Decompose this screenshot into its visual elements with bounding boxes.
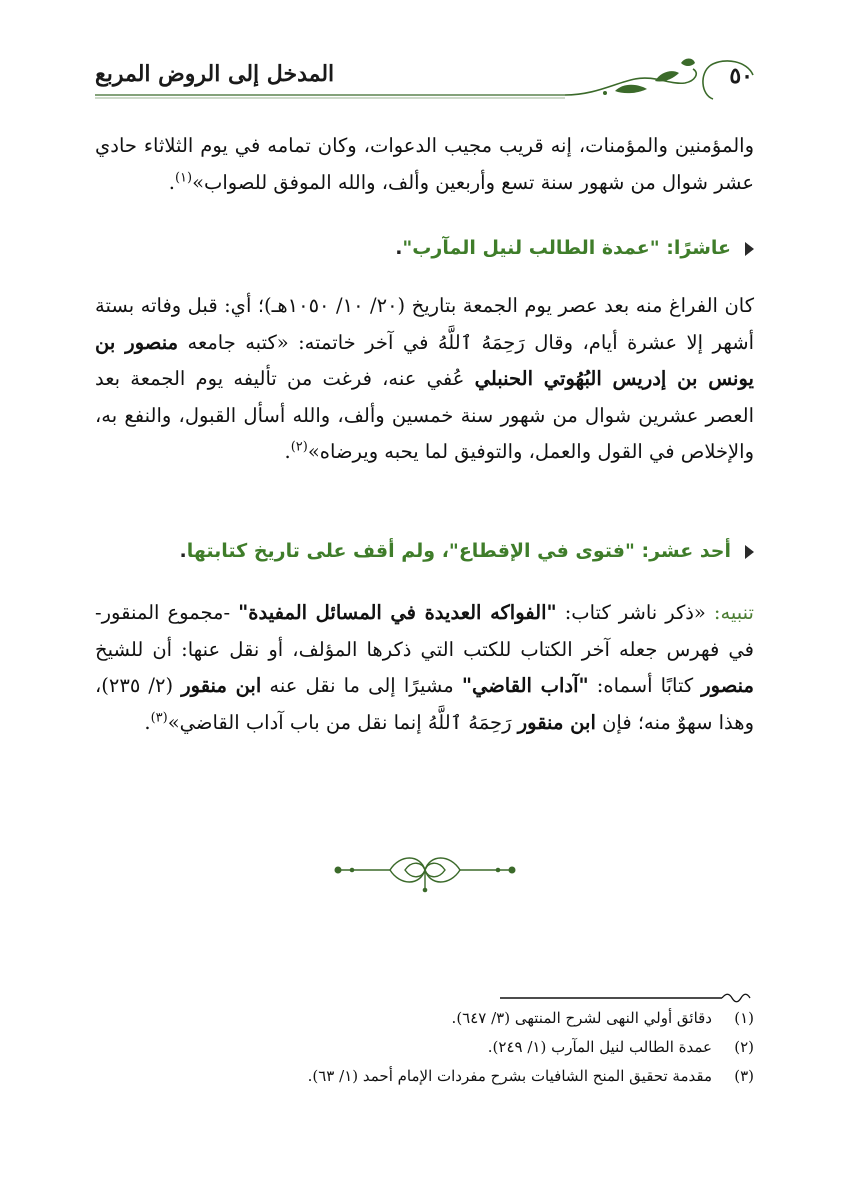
name-ibn-manqur-2: ابن منقور	[517, 710, 596, 734]
triangle-bullet-icon	[745, 545, 754, 559]
heading-11-label: أحد عشر: "فتوى في الإقطاع"، ولم أقف على تاريخ كتابتها	[186, 540, 731, 562]
note-label: تنبيه:	[713, 601, 754, 624]
author-name: منصور بن يونس بن إدريس البُهُوتي الحنبلي	[95, 330, 754, 390]
section-end-ornament	[330, 848, 520, 894]
book-title-fawakih: "الفواكه العديدة في المسائل المفيدة"	[238, 601, 557, 624]
footnote-item	[94, 1033, 754, 1062]
footnote-text: عمدة الطالب لنيل المآرب (١/ ٢٤٩).	[487, 1038, 712, 1056]
footnotes	[94, 1004, 754, 1091]
paragraph-1	[95, 128, 754, 201]
note-text-a: «ذكر ناشر كتاب:	[556, 601, 714, 624]
triangle-bullet-icon	[745, 242, 754, 256]
footnote-number: (٢)	[734, 1038, 754, 1056]
paragraph-2-text-b: عُفي عنه، فرغت من تأليفه يوم الجمعة بعد العصر عشرين شوال من شهور سنة خمسين وألف، والله أسأل القبول، والنفع به، والإخلاص في القول والعمل، والتوفيق لما يحبه ويرضاه»	[95, 367, 754, 463]
page-header	[95, 55, 755, 105]
footnote-number: (١)	[734, 1009, 754, 1027]
heading-10-end: .	[395, 237, 403, 259]
paragraph-2-text-a: كان الفراغ منه بعد عصر يوم الجمعة بتاريخ (٢٠/ ١٠/ ١٠٥٠هـ)؛ أي: قبل وفاته بستة أشهر إلا عشرة أيام، وقال رَحِمَهُ ٱللَّهُ في آخر خاتمته: «كتبه جامعه	[95, 294, 755, 354]
note-text-e: (٢/ ٢٣٥)، وهذا سهوٌ منه؛ فإن	[95, 674, 754, 734]
footnote-separator	[500, 993, 754, 1003]
footnote-ref-3[interactable]: (٣)	[150, 710, 168, 725]
note-text-b: -مجموع المنقور- في فهرس جعله آخر الكتاب للكتب التي ذكرها المؤلف، أو نقل عنها: أن للشيخ	[95, 601, 754, 661]
heading-10-label: عاشرًا: "عمدة الطالب لنيل المآرب"	[402, 237, 731, 259]
footnote-number: (٣)	[734, 1067, 754, 1085]
note-end: .	[144, 710, 151, 734]
book-title-adab: "آداب القاضي"	[461, 674, 589, 697]
footnote-text: دقائق أولي النهى لشرح المنتهى (٣/ ٦٤٧).	[451, 1009, 712, 1027]
footnote-item	[94, 1062, 754, 1091]
paragraph-2-end: .	[284, 440, 291, 463]
note-text-c: كتابًا أسماه:	[588, 674, 702, 697]
page-number: ٥٠	[729, 63, 753, 89]
paragraph-1-text: والمؤمنين والمؤمنات، إنه قريب مجيب الدعوات، وكان تمامه في يوم الثلاثاء حادي عشر شوال من شهور سنة تسع وأربعين وألف، والله الموفق للصواب»	[95, 134, 755, 194]
paragraph-3-note	[95, 595, 754, 741]
section-heading-11	[95, 540, 754, 562]
paragraph-2	[95, 288, 754, 471]
footnote-item	[94, 1004, 754, 1033]
note-text-f: رَحِمَهُ ٱللَّهُ إنما نقل من باب آداب القاضي»	[167, 710, 518, 734]
paragraph-1-end: .	[168, 170, 175, 194]
footnote-text: مقدمة تحقيق المنح الشافيات بشرح مفردات الإمام أحمد (١/ ٦٣).	[307, 1067, 712, 1085]
name-mansour: منصور	[701, 674, 754, 697]
note-text-d: مشيرًا إلى ما نقل عنه	[261, 674, 462, 697]
name-ibn-manqur-1: ابن منقور	[181, 674, 262, 697]
running-title: المدخل إلى الروض المربع	[95, 61, 335, 87]
heading-11-end: .	[179, 540, 187, 562]
section-heading-10	[95, 237, 754, 259]
footnote-ref-1[interactable]: (١)	[174, 170, 193, 185]
footnote-ref-2[interactable]: (٢)	[290, 439, 308, 455]
